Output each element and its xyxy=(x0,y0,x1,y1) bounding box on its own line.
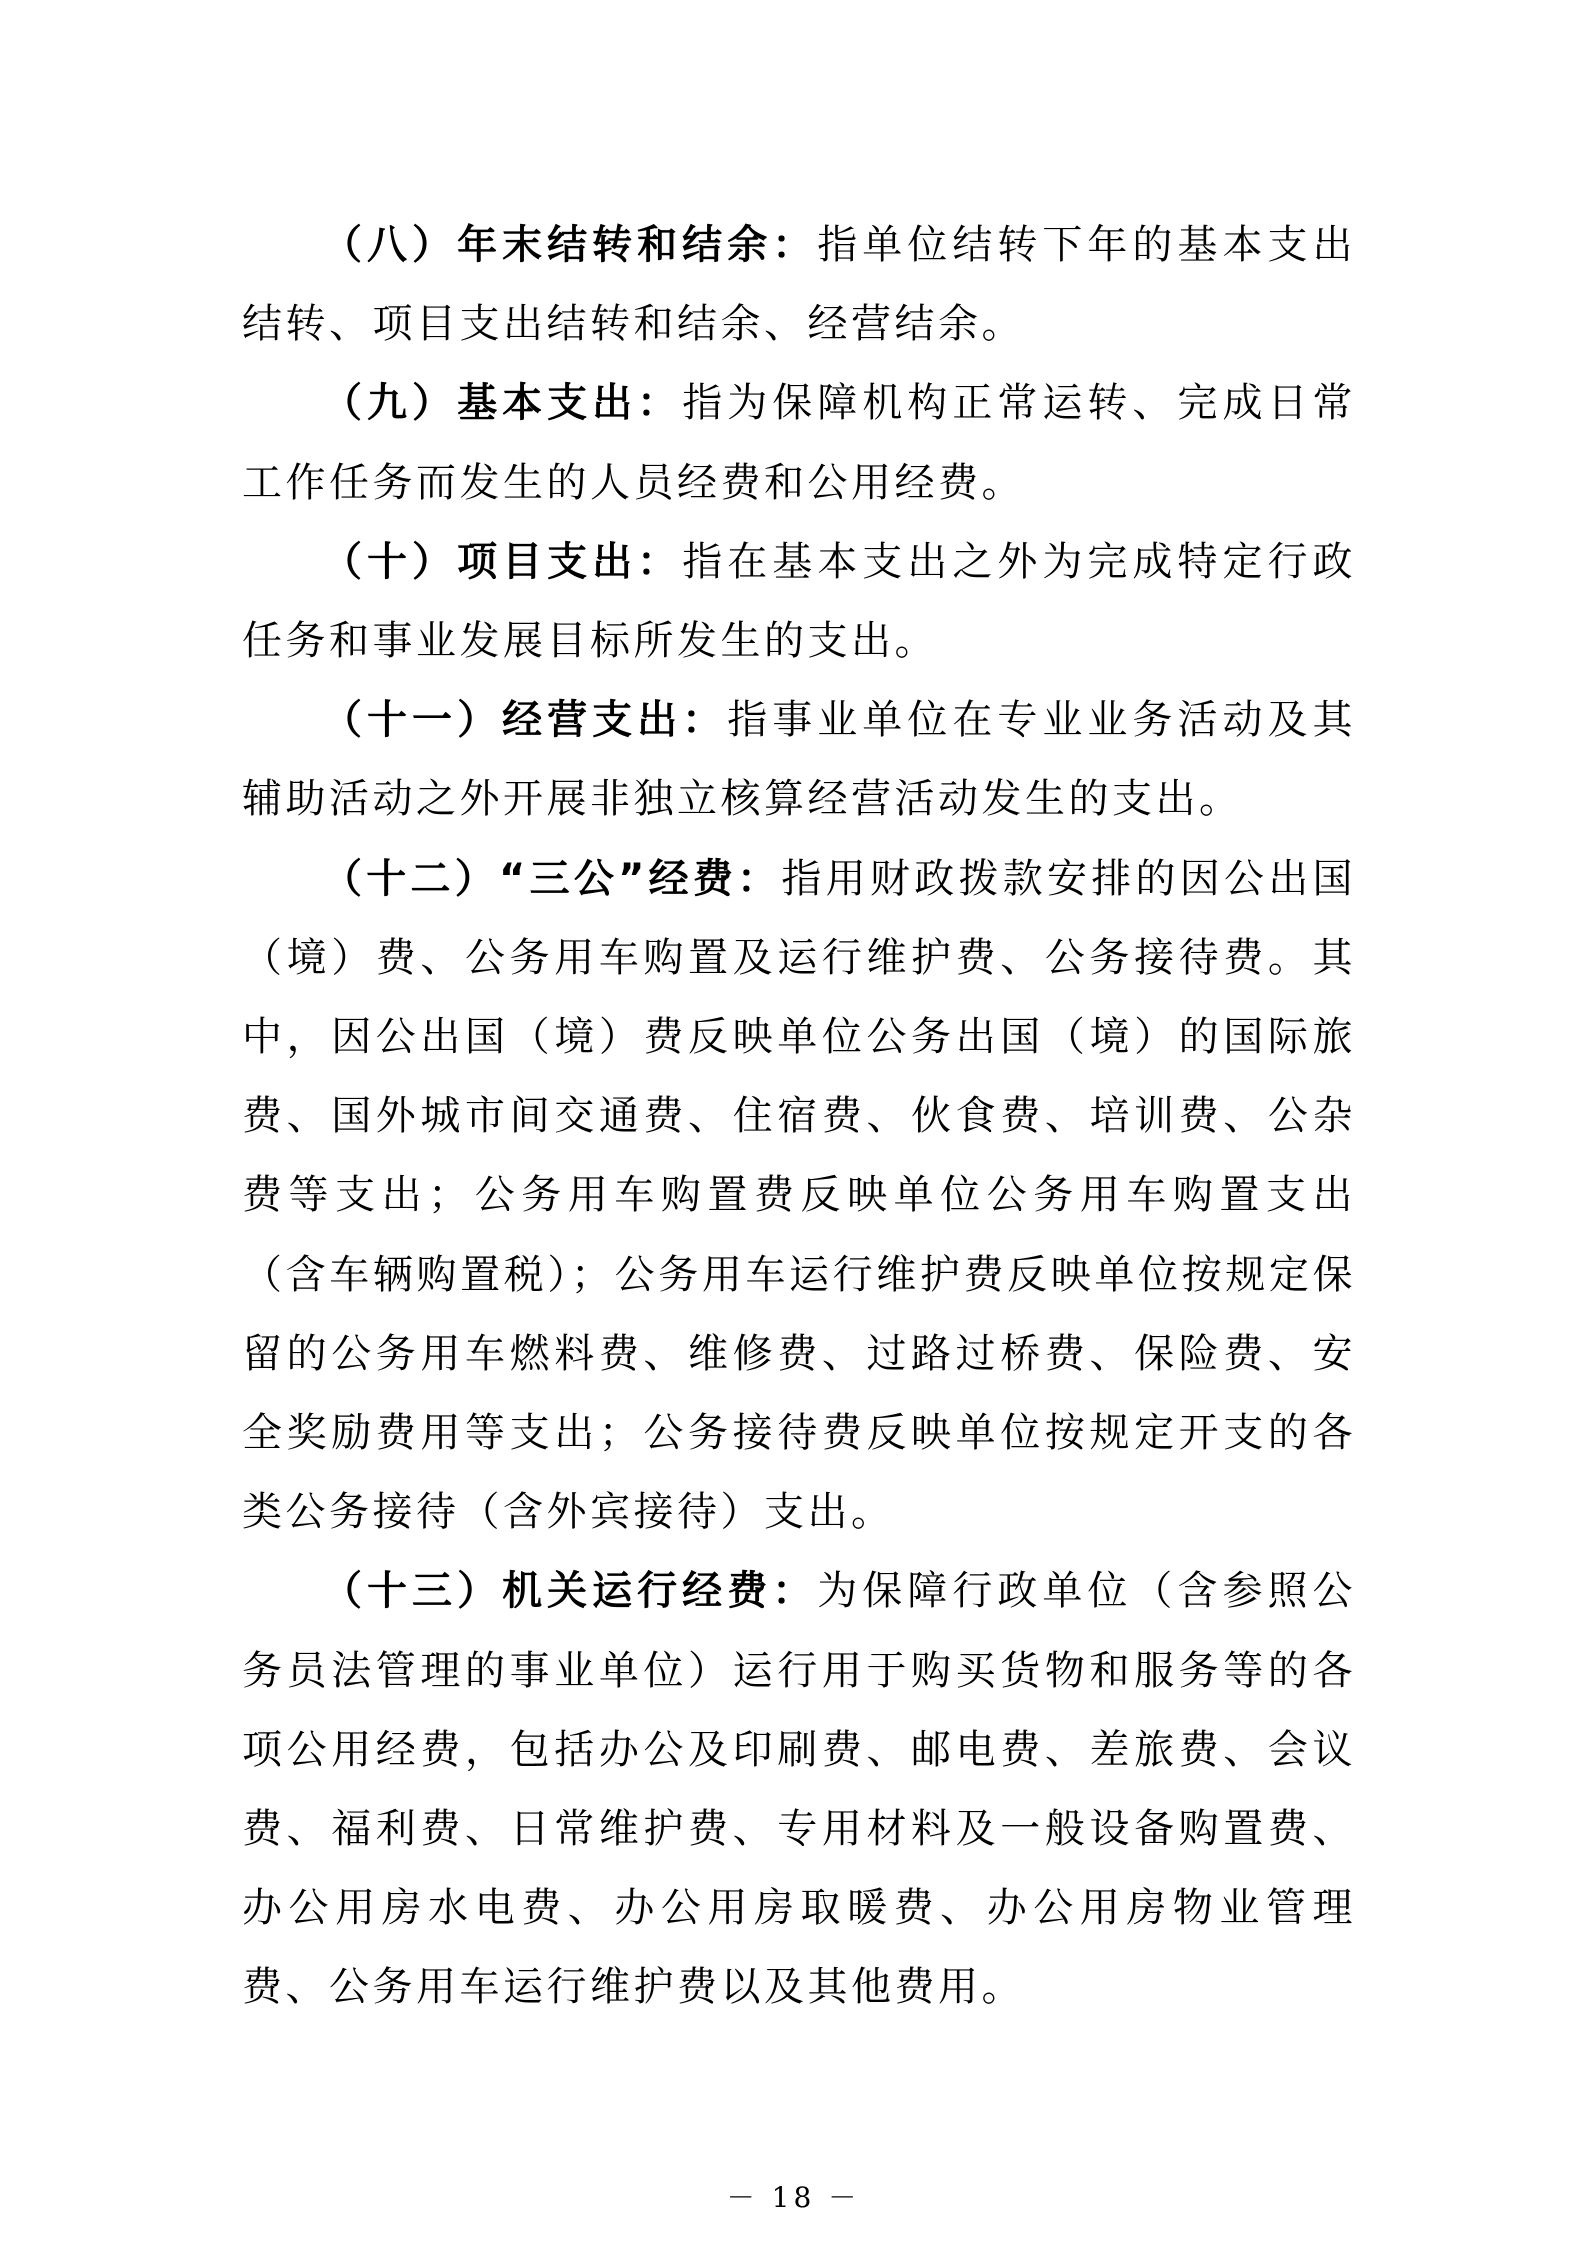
paragraph-basic-expenditure xyxy=(242,364,1356,522)
paragraph-agency-operating-expenses xyxy=(242,1552,1356,2027)
term-definition: 指事业单位在专业业务活动及其辅助活动之外开展非独立核算经营活动发生的支出。 xyxy=(242,697,1357,823)
term-heading: （十三）机关运行经费： xyxy=(322,1568,818,1615)
paragraph-three-public-expenses xyxy=(242,840,1356,1553)
term-heading: （八）年末结转和结余： xyxy=(322,222,818,268)
term-definition: 指单位结转下年的基本支出结转、项目支出结转和结余、经营结余。 xyxy=(242,222,1356,348)
term-definition: 指在基本支出之外为完成特定行政任务和事业发展目标所发生的支出。 xyxy=(242,538,1357,665)
paragraph-operating-expenditure xyxy=(242,681,1356,839)
term-definition: 指为保障机构正常运转、完成日常工作任务而发生的人员经费和公用经费。 xyxy=(242,380,1357,506)
paragraph-project-expenditure xyxy=(242,523,1356,681)
term-definition: 为保障行政单位（含参照公务员法管理的事业单位）运行用于购买货物和服务等的各项公用经费，包括办公及印刷费、邮电费、差旅费、会议费、福利费、日常维护费、专用材料及一般设备购置费、办公用房水电费、办公用房取暖费、办公用房物业管理费、公务用车运行维护费以及其他费用。 xyxy=(242,1568,1356,2011)
term-heading: （十）项目支出： xyxy=(322,538,683,585)
term-heading: （十二）“三公”经费： xyxy=(322,855,782,902)
page-number: － 18 － xyxy=(726,2181,861,2214)
paragraph-year-end-balance xyxy=(242,206,1356,364)
term-definition: 指用财政拨款安排的因公出国（境）费、公务用车购置及运行维护费、公务接待费。其中，因公出国（境）费反映单位公务出国（境）的国际旅费、国外城市间交通费、住宿费、伙食费、培训费、公杂费等支出；公务用车购置费反映单位公务用车购置支出（含车辆购置税）；公务用车运行维护费反映单位按规定保留的公务用车燃料费、维修费、过路过桥费、保险费、安全奖励费用等支出；公务接待费反映单位按规定开支的各类公务接待（含外宾接待）支出。 xyxy=(242,855,1357,1536)
term-heading: （十一）经营支出： xyxy=(322,697,728,744)
term-heading: （九）基本支出： xyxy=(322,380,683,427)
document-body xyxy=(242,206,1356,2028)
